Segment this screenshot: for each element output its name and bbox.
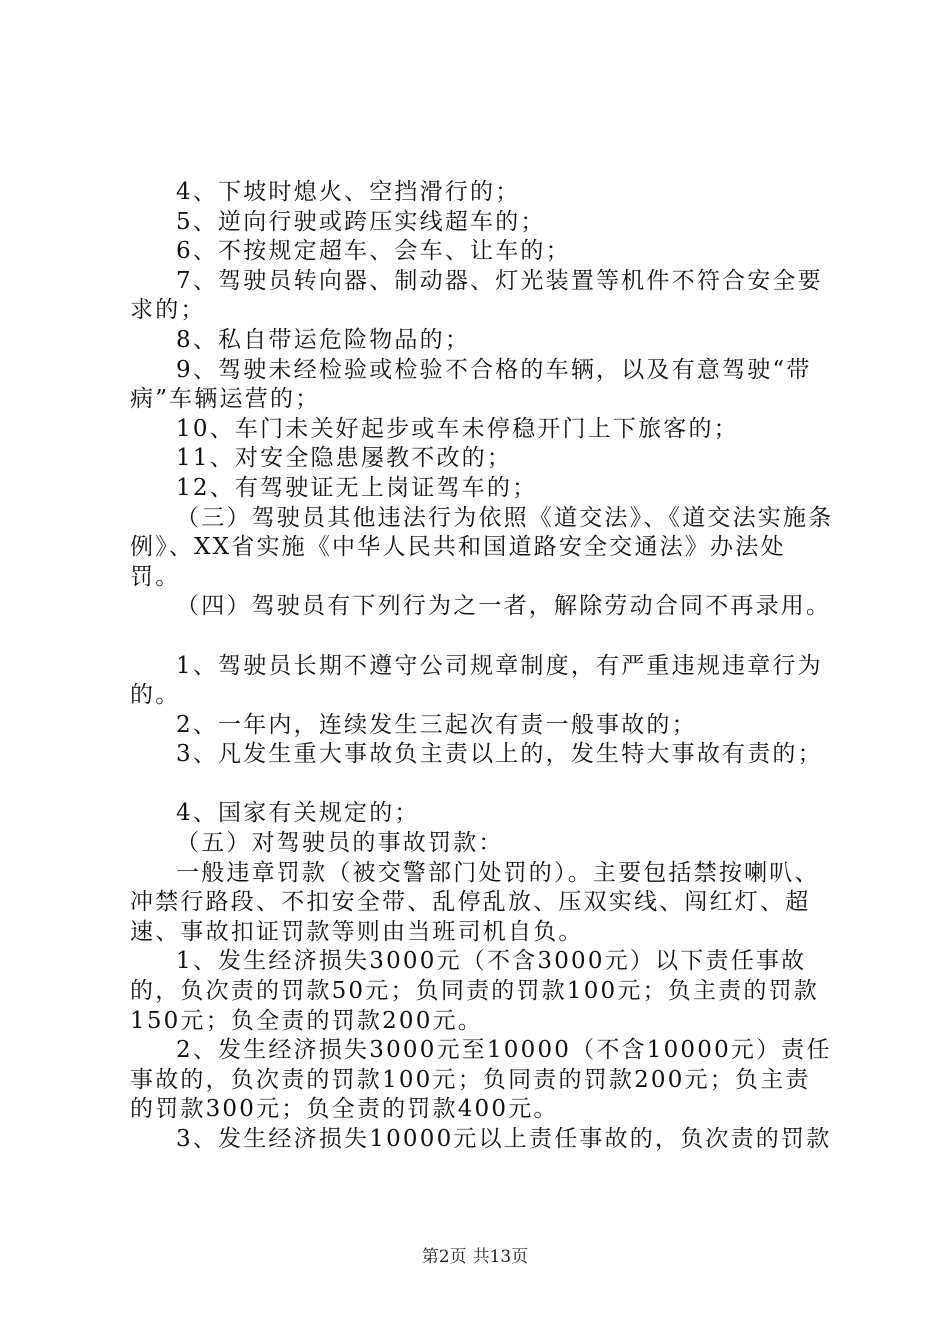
general-violation-paragraph: 一般违章罚款（被交警部门处罚的）。主要包括禁按喇叭、冲禁行路段、不扣安全带、乱停乱放、压双实线、闯红灯、超速、事故扣证罚款等则由当班司机自负。 <box>130 859 820 945</box>
page-total: 共13页 <box>472 1247 529 1267</box>
document-body <box>130 178 835 1155</box>
section-3-paragraph: （三）驾驶员其他违法行为依照《道交法》、《道交法实施条例》、XX省实施《中华人民共和国道路安全交通法》办法处罚。 <box>130 504 834 590</box>
paragraph-item-8: 8、私自带运危险物品的； <box>176 326 471 353</box>
page-footer <box>0 1242 950 1267</box>
paragraph-item-6: 6、不按规定超车、会车、让车的； <box>176 238 571 265</box>
paragraph-item-9: 9、驾驶未经检验或检验不合格的车辆，以及有意驾驶“带病”车辆运营的； <box>130 356 812 413</box>
fine-item-2: 2、发生经济损失3000元至10000（不含10000元）责任事故的，负次责的罚款100元；负同责的罚款200元；负主责的罚款300元；负全责的罚款400元。 <box>130 1037 832 1123</box>
paragraph-item-7: 7、驾驶员转向器、制动器、灯光装置等机件不符合安全要求的； <box>130 267 823 324</box>
page-number: 第2页 <box>421 1247 467 1267</box>
section-4-heading: （四）驾驶员有下列行为之一者，解除劳动合同不再录用。 <box>176 593 832 620</box>
dismissal-item-1: 1、驾驶员长期不遵守公司规章制度，有严重违规违章行为的。 <box>130 652 823 709</box>
paragraph-item-12: 12、有驾驶证无上岗证驾车的； <box>176 474 538 501</box>
paragraph-item-11: 11、对安全隐患屡教不改的； <box>176 445 513 472</box>
fine-item-1: 1、发生经济损失3000元（不含3000元）以下责任事故的，负次责的罚款50元；负同责的罚款100元；负主责的罚款150元；负全责的罚款200元。 <box>130 948 819 1034</box>
fine-item-3: 3、发生经济损失10000元以上责任事故的，负次责的罚款 <box>176 1126 832 1152</box>
section-5-heading: （五）对驾驶员的事故罚款： <box>176 830 504 857</box>
paragraph-item-10: 10、车门未关好起步或车未停稳开门上下旅客的； <box>176 415 739 442</box>
dismissal-item-2: 2、一年内，连续发生三起次有责一般事故的； <box>176 711 697 738</box>
dismissal-item-4: 4、国家有关规定的； <box>176 800 420 827</box>
dismissal-item-3: 3、凡发生重大事故负主责以上的，发生特大事故有责的； <box>176 741 823 768</box>
paragraph-item-4: 4、下坡时熄火、空挡滑行的； <box>176 179 521 205</box>
paragraph-item-5: 5、逆向行驶或跨压实线超车的； <box>176 208 546 235</box>
